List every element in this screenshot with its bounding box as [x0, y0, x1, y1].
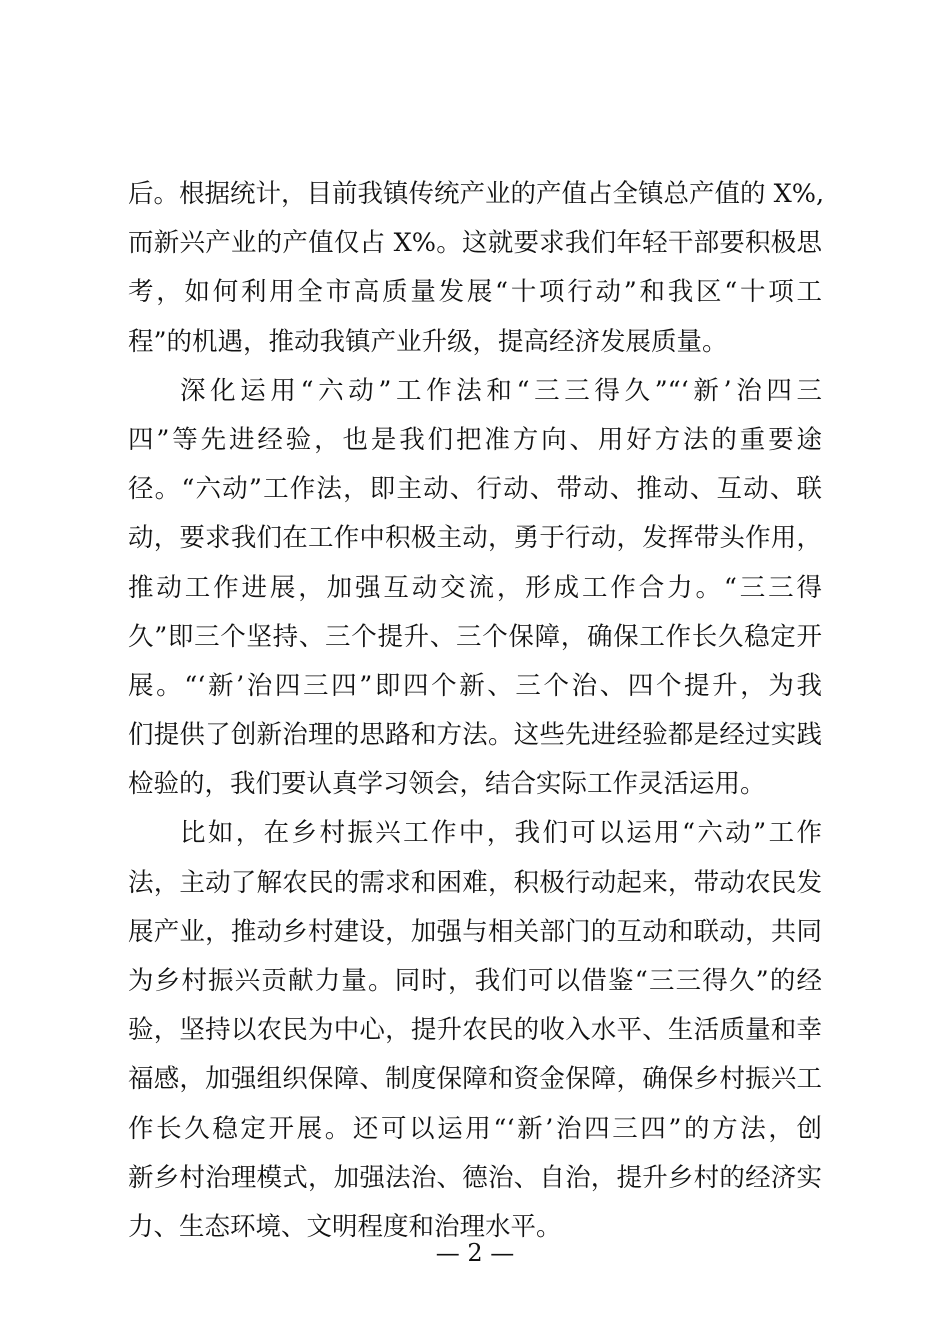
text-line: 力、生态环境、文明程度和治理水平。: [128, 1211, 562, 1242]
text-line: 作长久稳定开展。还可以运用“‘新’治四三四”的方法，创: [128, 1113, 822, 1144]
paragraph: [128, 809, 822, 1252]
text-line: 比如，在乡村振兴工作中，我们可以运用“六动”工作: [180, 818, 822, 849]
document-body: [128, 170, 825, 1252]
text-line: 为乡村振兴贡献力量。同时，我们可以借鉴“三三得久”的经: [128, 966, 822, 996]
paragraph: [128, 367, 822, 810]
text-line: 久”即三个坚持、三个提升、三个保障，确保工作长久稳定开: [128, 621, 822, 652]
text-line: 验，坚持以农民为中心，提升农民的收入水平、生活质量和幸: [128, 1015, 822, 1046]
text-line: 考，如何利用全市高质量发展“十项行动”和我区“十项工: [128, 277, 822, 308]
text-line: 而新兴产业的产值仅占 X%。这就要求我们年轻干部要积极思: [128, 228, 822, 259]
text-line: 后。根据统计，目前我镇传统产业的产值占全镇总产值的 X%,: [128, 179, 825, 209]
paragraph: [128, 170, 825, 367]
text-line: 动，要求我们在工作中积极主动，勇于行动，发挥带头作用，: [128, 523, 822, 554]
text-line: 深化运用“六动”工作法和“三三得久”“‘新’治四三: [180, 375, 822, 406]
text-line: 展。“‘新’治四三四”即四个新、三个治、四个提升，为我: [128, 670, 822, 701]
text-line: 推动工作进展，加强互动交流，形成工作合力。“三三得: [128, 572, 822, 603]
text-line: 程”的机遇，推动我镇产业升级，提高经济发展质量。: [128, 326, 728, 357]
text-line: 检验的，我们要认真学习领会，结合实际工作灵活运用。: [128, 769, 766, 800]
page-number: — 2 —: [435, 1239, 515, 1267]
text-line: 四”等先进经验，也是我们把准方向、用好方法的重要途: [128, 424, 822, 455]
text-line: 展产业，推动乡村建设，加强与相关部门的互动和联动，共同: [128, 916, 822, 947]
text-line: 新乡村治理模式，加强法治、德治、自治，提升乡村的经济实: [128, 1162, 822, 1193]
text-line: 福感，加强组织保障、制度保障和资金保障，确保乡村振兴工: [128, 1064, 822, 1095]
text-line: 径。“六动”工作法，即主动、行动、带动、推动、互动、联: [128, 474, 822, 505]
text-line: 法，主动了解农民的需求和困难，积极行动起来，带动农民发: [128, 867, 822, 898]
text-line: 们提供了创新治理的思路和方法。这些先进经验都是经过实践: [128, 720, 822, 751]
